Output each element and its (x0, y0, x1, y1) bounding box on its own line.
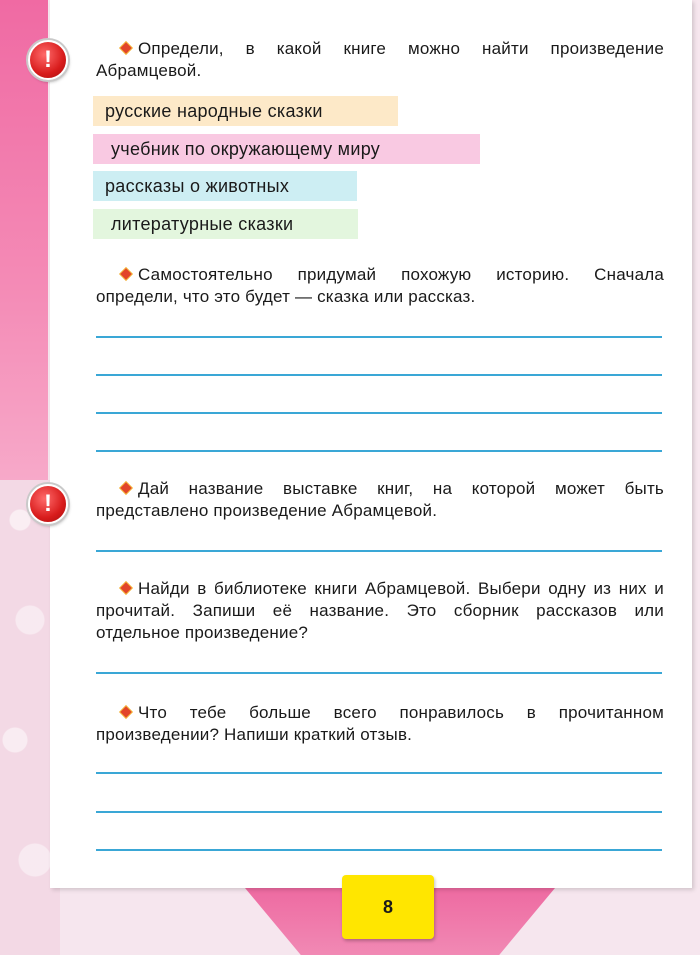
answer-line[interactable] (96, 811, 662, 813)
answer-line[interactable] (96, 412, 662, 414)
task-4-text: Найди в библиотеке книги Абрамцевой. Выбери одну из них и прочитай. Запиши её название. Это сборник рассказов или отдельное произведение? (96, 579, 664, 642)
exclamation-icon: ! (28, 484, 68, 524)
diamond-bullet-icon (120, 706, 131, 717)
task-3-text: Дай название выставке книг, на которой может быть представлено произведение Абрамцевой. (96, 479, 664, 520)
option-label: литературные сказки (111, 214, 294, 234)
diamond-bullet-icon (120, 268, 131, 279)
option-chip[interactable] (93, 171, 357, 201)
task-2-text: Самостоятельно придумай похожую историю. Сначала определи, что это будет — сказка или рассказ. (96, 265, 664, 306)
answer-line[interactable] (96, 849, 662, 851)
task-2 (96, 264, 664, 308)
task-4 (96, 578, 664, 644)
answer-line[interactable] (96, 374, 662, 376)
task-3 (96, 478, 664, 522)
answer-line[interactable] (96, 672, 662, 674)
diamond-bullet-icon (120, 42, 131, 53)
option-chip[interactable] (93, 209, 358, 239)
answer-line[interactable] (96, 450, 662, 452)
task-5-text: Что тебе больше всего понравилось в прочитанном произведении? Напиши краткий отзыв. (96, 703, 664, 744)
exclamation-icon: ! (28, 40, 68, 80)
task-5 (96, 702, 664, 746)
option-chip[interactable] (93, 134, 480, 164)
option-label: русские народные сказки (105, 101, 323, 121)
answer-line[interactable] (96, 772, 662, 774)
diamond-bullet-icon (120, 582, 131, 593)
task-1 (96, 38, 664, 82)
answer-line[interactable] (96, 336, 662, 338)
answer-line[interactable] (96, 550, 662, 552)
diamond-bullet-icon (120, 482, 131, 493)
page-number: 8 (342, 875, 434, 939)
option-chip[interactable] (93, 96, 398, 126)
option-label: учебник по окружающему миру (111, 139, 381, 159)
option-label: рассказы о животных (105, 176, 290, 196)
task-1-text: Определи, в какой книге можно найти произведение Абрамцевой. (96, 39, 664, 80)
